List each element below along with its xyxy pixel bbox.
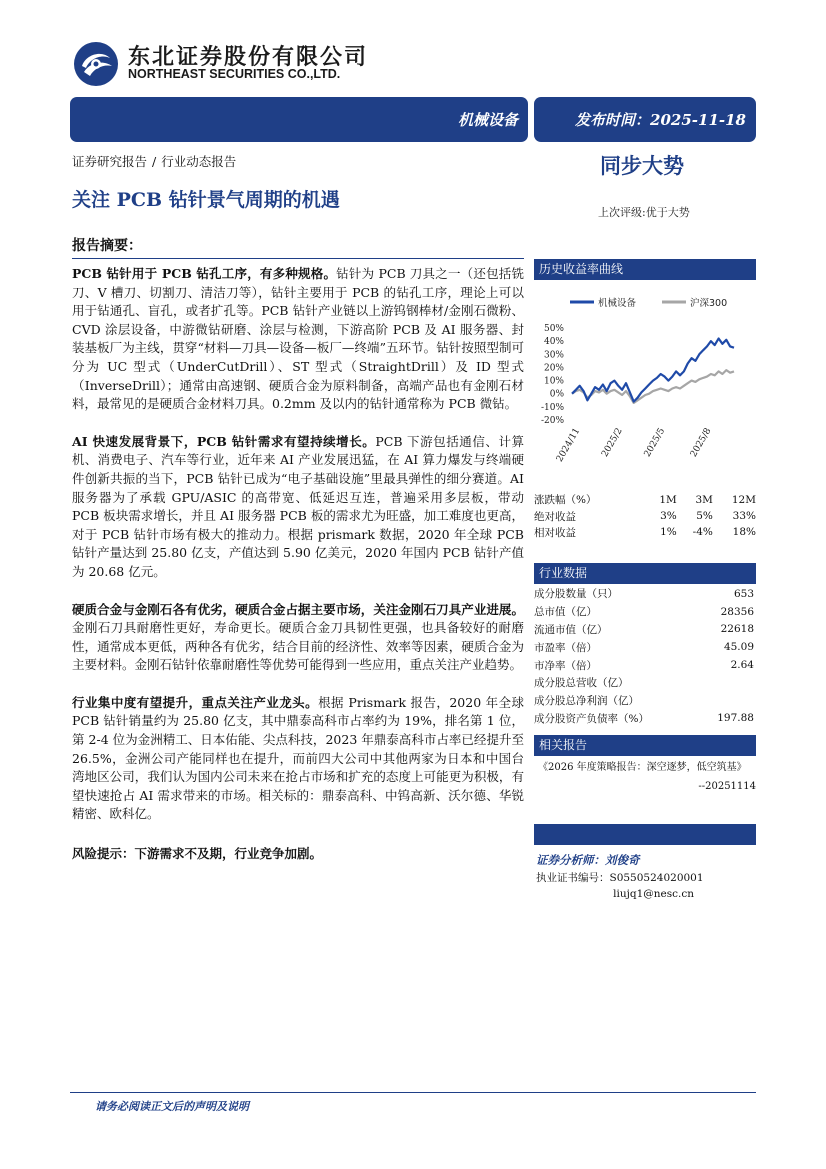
table-cell: 5% xyxy=(696,510,713,522)
table-row xyxy=(534,710,756,728)
analyst-name: 证券分析师：刘俊奇 xyxy=(536,853,640,867)
table-cell: 流通市值（亿） xyxy=(534,623,608,636)
market-table xyxy=(534,585,756,727)
series-line xyxy=(572,370,734,403)
breadcrumb-item: 证券研究报告 xyxy=(72,154,148,169)
table-row xyxy=(534,692,756,710)
table-cell: 成分股总净利润（亿） xyxy=(534,695,639,708)
paragraph-lead: 硬质合金与金刚石各有优劣，硬质合金占据主要市场，关注金刚石刀具产业进展。 xyxy=(72,601,524,617)
publish-bar xyxy=(534,97,756,142)
table-header: 1M xyxy=(659,493,677,506)
table-row xyxy=(534,585,756,603)
y-tick-label: 40% xyxy=(543,337,564,348)
legend-label: 沪深300 xyxy=(690,298,728,309)
table-cell: 1% xyxy=(660,526,677,538)
table-cell: 总市值（亿） xyxy=(534,606,597,619)
company-name-en: NORTHEAST SECURITIES CO.,LTD. xyxy=(128,67,341,81)
table-header: 涨跌幅（%） xyxy=(534,494,597,506)
table-cell: 相对收益 xyxy=(534,526,576,539)
table-cell: 653 xyxy=(733,587,754,600)
analyst-section-bar xyxy=(534,824,756,845)
sector-label: 机械设备 xyxy=(457,111,518,129)
x-tick-label: 2025/5 xyxy=(642,426,668,459)
table-row xyxy=(534,656,756,674)
table-cell: 28356 xyxy=(720,605,754,618)
paragraph-body: 根据 Prismark 报告，2020 年全球 PCB 钻针销量约为 25.80 亿支，其中鼎泰高科市占率约为 19%，排名第 1 位，第 2-4 位为金洲精工、日本佑能、尖点科技，2023 年鼎泰高科市占率已经提升至 26.5%，金洲公司产能同样也在提升，而前四大公司中其他两家为日本和中国台湾地区公司，我们认为国内公司未来在抢占市场和扩充的态度上可能更为积极，有望快速抢占 AI 需求带来的市场。相关标的：鼎泰高科、中钨高新、沃尔德、华锐精密、欧科亿。 xyxy=(72,694,524,822)
y-tick-label: 50% xyxy=(543,324,564,334)
x-tick-label: 2024/11 xyxy=(554,426,583,464)
rating: 同步大势 xyxy=(600,153,684,178)
y-tick-label: -20% xyxy=(540,416,564,426)
y-tick-label: 0% xyxy=(549,389,564,400)
table-row xyxy=(534,524,756,540)
summary-paragraph xyxy=(72,433,524,582)
breadcrumb-item: 行业动态报告 xyxy=(161,154,237,169)
paragraph-body: 钻针为 PCB 刀具之一（还包括铣刀、V 槽刀、切割刀、清洁刀等），钻针主要用于 PCB 的钻孔工序，理论上可以用于钻通孔、盲孔，或者扩孔等。PCB 钻针产业链以上游钨钢棒材/金刚石微粉、CVD 涂层设备，中游微钻研磨、涂层与检测，下游高阶 PCB 及 AI 服务器、封装基板厂为主线，贯穿“材料—刀具—设备—板厂—终端”五环节。钻针按照型制可分为 UC 型式（UnderCutDrill）、ST 型式（StraightDrill）及 ID 型式（InverseDrill）；通常由高速钢、硬质合金为原料制备，高端产品也有金刚石材料，最常见的是硬质合金材料刀具。0.2mm 及以内的钻针通常称为 PCB 微钻。 xyxy=(72,266,525,412)
publish-date: 2025-11-18 xyxy=(650,110,746,129)
related-report-date: --20251114 xyxy=(698,781,756,792)
y-tick-label: 20% xyxy=(543,363,564,374)
table-cell: 成分股总营收（亿） xyxy=(534,677,629,690)
related-section-title: 相关报告 xyxy=(534,735,756,756)
related-report-link[interactable]: 《2026 年度策略报告：深空逐梦，低空筑基》 xyxy=(538,762,747,773)
table-row xyxy=(534,674,756,692)
summary-paragraph xyxy=(72,265,524,414)
table-row xyxy=(534,621,756,639)
chart-section-title: 历史收益率曲线 xyxy=(534,259,756,280)
market-section-title: 行业数据 xyxy=(534,563,756,584)
footer-divider xyxy=(70,1092,756,1093)
sector-bar xyxy=(70,97,528,142)
x-tick-label: 2025/2 xyxy=(600,426,625,459)
table-cell: 绝对收益 xyxy=(534,510,576,523)
table-cell: 成分股资产负债率（%） xyxy=(534,712,649,725)
publish-label: 发布时间： xyxy=(575,111,651,129)
summary-paragraph xyxy=(72,601,524,675)
x-axis xyxy=(555,426,714,464)
table-row xyxy=(534,638,756,656)
summary-paragraph xyxy=(72,694,524,824)
x-tick-label: 2025/8 xyxy=(688,426,714,459)
analyst-email[interactable]: liujq1@nesc.cn xyxy=(613,888,694,900)
table-row xyxy=(534,603,756,621)
return-chart xyxy=(534,282,756,482)
table-cell: 3% xyxy=(660,510,677,522)
y-tick-label: 30% xyxy=(543,350,564,361)
performance-table xyxy=(534,491,756,540)
table-cell xyxy=(700,674,756,692)
risk-warning: 风险提示：下游需求不及期，行业竞争加剧。 xyxy=(72,846,323,862)
table-cell: 22618 xyxy=(720,623,754,636)
y-axis xyxy=(541,324,564,426)
table-cell: -4% xyxy=(692,526,713,538)
summary-section xyxy=(72,235,524,862)
paragraph-body: 金刚石刀具耐磨性更好，寿命更长。硬质合金刀具韧性更强，也具备较好的耐磨性，通常成本更低，两种各有优劣，结合目前的经济性、效率等因素，硬质合金为主要材料。金刚石钻针依靠耐磨性等优势可能得到一些应用，重点关注产业趋势。 xyxy=(72,620,524,673)
table-row xyxy=(534,508,756,524)
paragraph-lead: AI 快速发展背景下，PCB 钻针需求有望持续增长。 xyxy=(72,433,376,449)
table-cell: 45.09 xyxy=(723,641,754,654)
analyst-cert: 执业证书编号：S0550524020001 xyxy=(536,872,704,884)
paragraph-lead: 行业集中度有望提升，重点关注产业龙头。 xyxy=(72,694,319,710)
table-header: 12M xyxy=(731,493,756,506)
table-cell: 2.64 xyxy=(730,659,754,672)
paragraph-body: PCB 下游包括通信、计算机、消费电子、汽车等行业，近年来 AI 产业发展迅猛，在 AI 算力爆发与终端硬件创新共振的当下，PCB 钻针已成为“电子基础设施”里最具弹性的细分赛道。AI 服务器为了承载 GPU/ASIC 的高带宽、低延迟互连，普遍采用多层板，带动 PCB 板块需求增长，并且 AI 服务器 PCB 板的需求尤为旺盛，加工难度也更高，对于 PCB 钻针市场有极大的推动力。根据 prismark 数据，2020 年全球 PCB 钻针产量达到 25.80 亿支，产值达到 5.90 亿美元，2020 年国内 PCB 钻针产值为 20.68 亿元。 xyxy=(72,433,525,579)
footer-disclaimer: 请务必阅读正文后的声明及说明 xyxy=(95,1100,249,1113)
table-cell: 197.88 xyxy=(717,712,754,725)
y-tick-label: 10% xyxy=(543,376,564,387)
chart-lines xyxy=(572,339,734,403)
table-cell: 33% xyxy=(732,510,756,522)
table-header: 3M xyxy=(695,493,713,506)
breadcrumb: 证券研究报告 / 行业动态报告 xyxy=(72,154,237,169)
y-tick-label: -10% xyxy=(540,402,564,413)
table-cell xyxy=(700,692,756,710)
table-cell: 18% xyxy=(732,526,756,538)
paragraph-lead: PCB 钻针用于 PCB 钻孔工序，有多种规格。 xyxy=(72,266,337,281)
company-logo xyxy=(72,40,120,88)
summary-label: 报告摘要： xyxy=(72,235,524,259)
table-cell: 成分股数量（只） xyxy=(534,588,618,601)
chart-legend xyxy=(570,297,727,309)
legend-label: 机械设备 xyxy=(598,298,637,309)
previous-rating: 上次评级:优于大势 xyxy=(598,206,690,219)
table-cell: 市盈率（倍） xyxy=(534,641,597,654)
table-cell: 市净率（倍） xyxy=(534,659,597,672)
report-title: 关注 PCB 钻针景气周期的机遇 xyxy=(72,189,340,211)
table-header-row xyxy=(534,491,756,508)
company-name-cn: 东北证券股份有限公司 xyxy=(128,45,369,70)
